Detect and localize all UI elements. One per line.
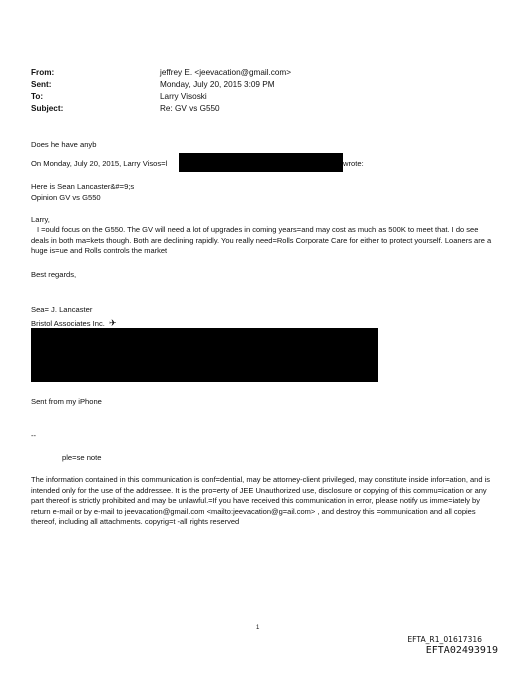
quote-line-1: Here is Sean Lancaster&#=9;s	[31, 182, 135, 191]
quote-line-2: Opinion GV vs G550	[31, 193, 101, 202]
to-value: Larry Visoski	[160, 92, 207, 101]
regards-line: Best regards,	[31, 270, 77, 279]
separator-dashes: --	[31, 431, 37, 440]
airplane-icon: ✈	[108, 318, 117, 328]
please-note-line: ple=se note	[62, 453, 102, 462]
greeting: Larry,	[31, 215, 50, 224]
to-label: To:	[31, 92, 44, 101]
subject-label: Subject:	[31, 104, 64, 113]
bates-number-small: EFTA_R1_01617316	[407, 635, 482, 644]
from-label: From:	[31, 68, 55, 77]
page-number: 1	[256, 625, 260, 631]
signature-redaction-box	[31, 328, 378, 382]
signature-name: Sea= J. Lancaster	[31, 305, 93, 314]
quote-intro-suffix: wrote:	[343, 159, 364, 168]
sent-from-line: Sent from my iPhone	[31, 397, 102, 406]
sent-label: Sent:	[31, 80, 52, 89]
quote-intro-prefix: On Monday, July 20, 2015, Larry Visos=l	[31, 159, 168, 168]
disclaimer-paragraph: The information contained in this communication is conf=dential, may be attorney-client privileged, may constitute inside infor=ation, and is intended only for the use of the addressee. It is the pro=erty of JEE Unauthorized use, disclosure or copying of this commu=ication or any part thereof is strictly prohibited and may be unlawful.=If you have received this communication in error, please notify us imme=iately by return e-mail or by e-mail to jeevacation@gmail.com <mailto:jeevacation@g=ail.com> , and destroy this =ommunication and all copies thereof, including all attachments. copyrig=t -all rights reserved	[31, 475, 490, 526]
body-paragraph: I =ould focus on the G550. The GV will need a lot of upgrades in coming years=and may cost as much as 500K to meet that. I do see deals in both ma=kets though. Both are declining rapidly. You really need=Rolls Corporate Care for either to protect yourself. Loaners are a huge is=ue and Rolls controls the market	[31, 225, 492, 255]
redaction-box	[179, 153, 343, 172]
signature-company: Bristol Associates Inc.	[31, 319, 105, 328]
bates-number-large: EFTA02493919	[425, 645, 498, 656]
body-line-1: Does he have anyb	[31, 140, 97, 149]
sent-value: Monday, July 20, 2015 3:09 PM	[160, 80, 275, 89]
from-value: jeffrey E. <jeevacation@gmail.com>	[160, 68, 292, 77]
subject-value: Re: GV vs G550	[160, 104, 220, 113]
